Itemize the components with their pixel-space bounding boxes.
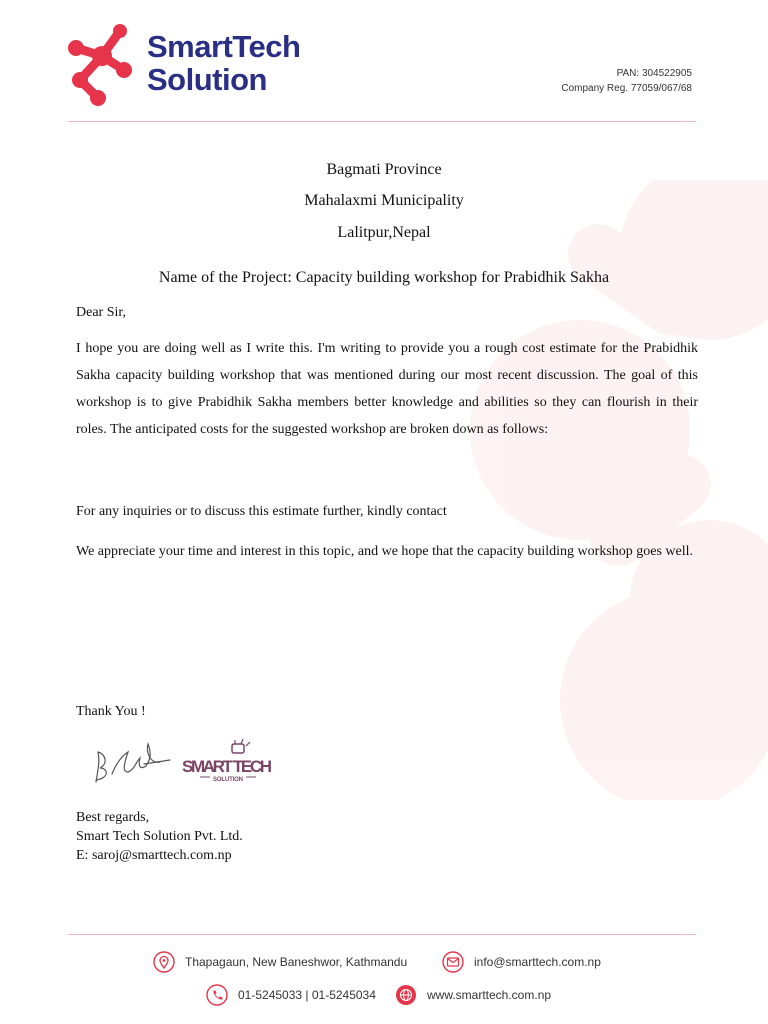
footer-address (153, 951, 407, 973)
body-paragraph-3: We appreciate your time and interest in this topic, and we hope that the capacity building workshop goes well. (76, 544, 694, 559)
signatory-email: E: saroj@smarttech.com.np (76, 848, 232, 863)
stamp-line-1: SMART TECH (182, 757, 272, 776)
stamp-line-2: SOLUTION (213, 777, 243, 783)
footer-website-text[interactable]: www.smarttech.com.np (427, 988, 552, 1002)
brand-line-1: SmartTech (147, 29, 301, 64)
signatory-company: Smart Tech Solution Pvt. Ltd. (76, 829, 243, 844)
company-brand (147, 30, 300, 96)
brand-line-2: Solution (147, 62, 267, 97)
footer-phone-text: 01-5245033 | 01-5245034 (238, 988, 376, 1002)
handwritten-signature (88, 734, 172, 788)
location-icon (153, 951, 175, 973)
address-line-3: Lalitpur,Nepal (337, 224, 431, 241)
salutation: Dear Sir, (76, 305, 126, 320)
footer-phone (206, 984, 376, 1006)
project-title: Name of the Project: Capacity building workshop for Prabidhik Sakha (158, 269, 610, 286)
globe-icon (395, 984, 417, 1006)
phone-icon (206, 984, 228, 1006)
thank-you: Thank You ! (76, 704, 146, 719)
address-line-1: Bagmati Province (326, 161, 442, 178)
footer-email[interactable] (442, 951, 601, 973)
company-stamp (180, 738, 275, 788)
body-paragraph-2: For any inquiries or to discuss this estimate further, kindly contact (76, 504, 447, 519)
body-paragraph-1: I hope you are doing well as I write this. I'm writing to provide you a rough cost estimate for the Prabidhik Sakha capacity building workshop that was mentioned during our most recent discussion. The goal of this workshop is to give Prabidhik Sakha members better knowledge and abilities so they can flourish in their roles. The anticipated costs for the suggested workshop are broken down as follows: (76, 341, 698, 437)
company-registration (561, 66, 692, 96)
header-divider (68, 121, 696, 122)
footer-address-text: Thapagaun, New Baneshwor, Kathmandu (185, 955, 408, 969)
footer-divider (68, 934, 696, 935)
regards-text: Best regards, (76, 810, 150, 825)
footer-email-text[interactable]: info@smarttech.com.np (474, 955, 601, 969)
company-reg-number: Company Reg. 77059/067/68 (561, 83, 692, 94)
mail-icon (442, 951, 464, 973)
logo-icon (66, 22, 136, 106)
closing-block (76, 808, 243, 865)
footer-website[interactable] (395, 984, 551, 1006)
address-line-2: Mahalaxmi Municipality (304, 192, 464, 209)
pan-number: PAN: 304522905 (616, 68, 692, 79)
